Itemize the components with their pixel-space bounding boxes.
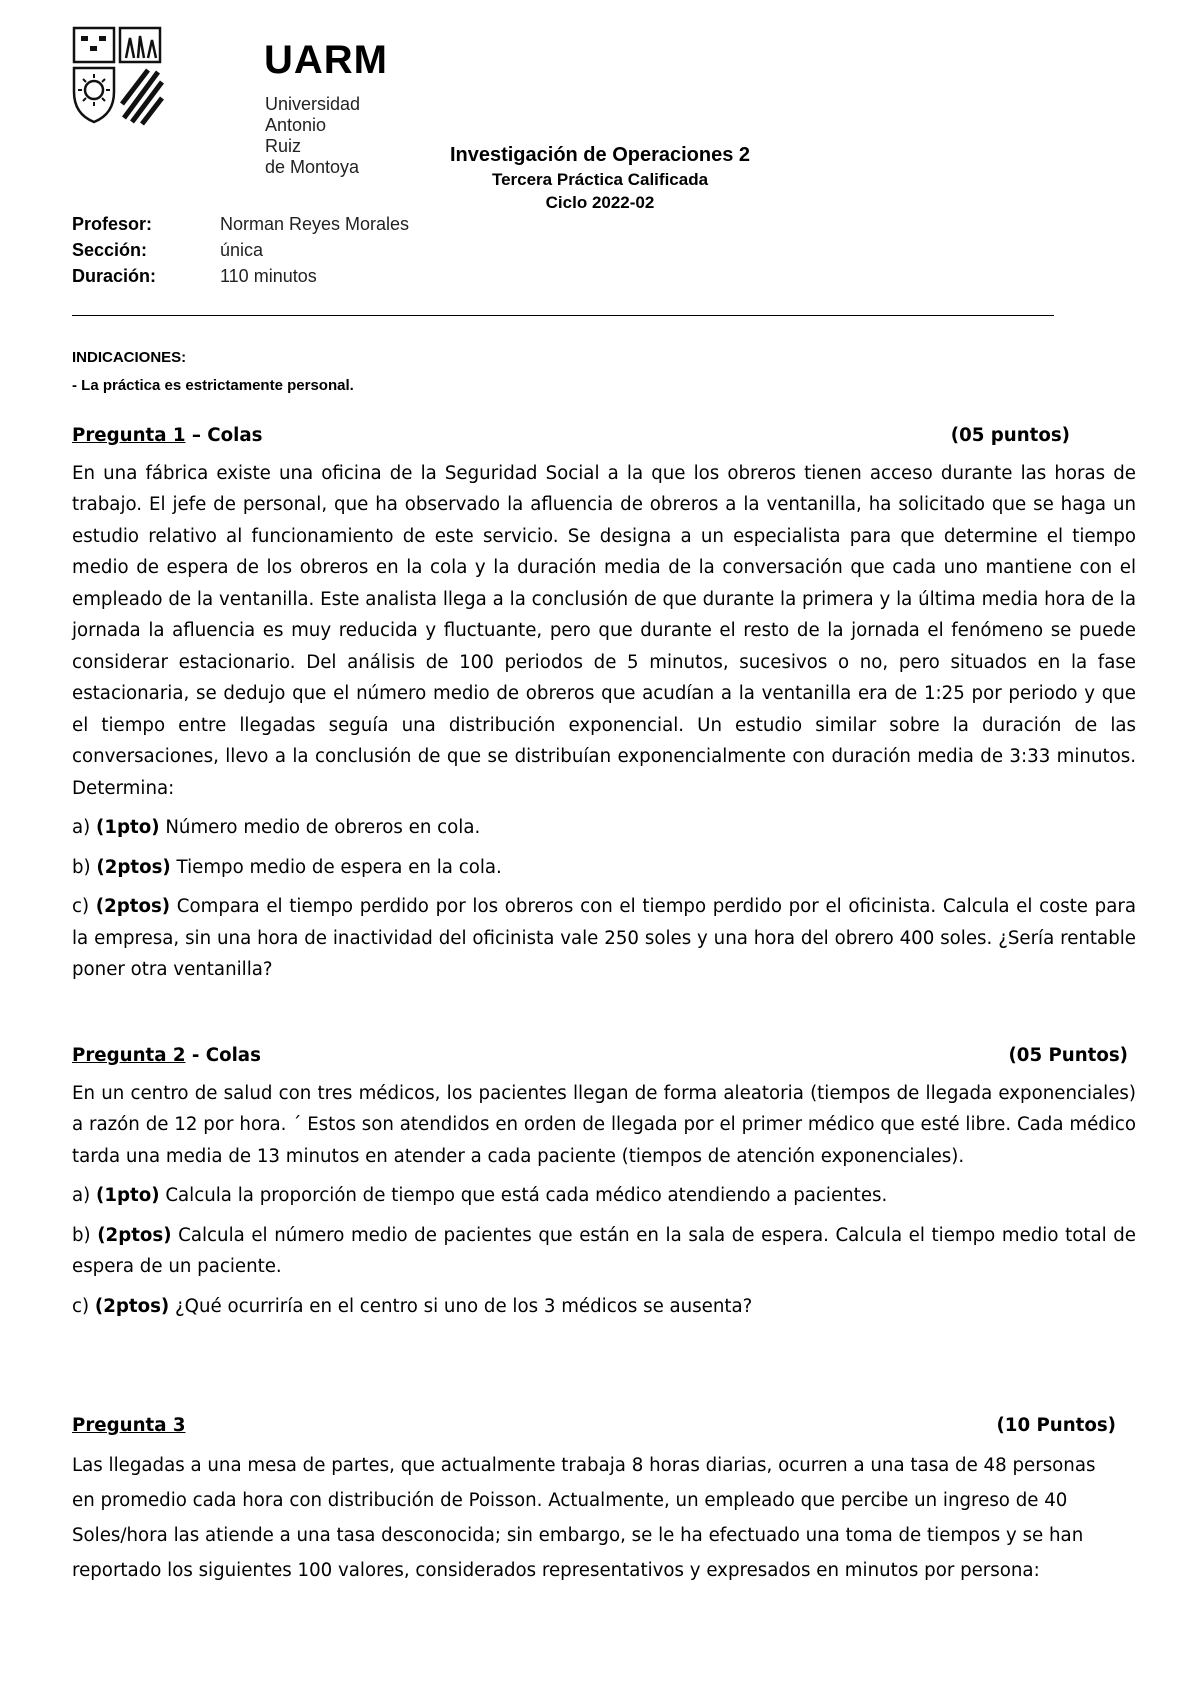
question-title: [72, 420, 262, 452]
item-prefix: c): [72, 896, 96, 917]
logo-line: de Montoya: [265, 157, 360, 177]
question-item-b: [72, 852, 1136, 884]
item-points: (2ptos): [94, 1295, 170, 1317]
question-item-c: [72, 1291, 1136, 1323]
item-points: (1pto): [96, 1185, 160, 1206]
meta-row-duration: [72, 266, 409, 292]
question-number: Pregunta 1: [72, 425, 186, 446]
item-text: Compara el tiempo perdido por los obreros con el tiempo perdido por el oficinista. Calcula el coste para la empresa, sin una hora de inactividad del oficinista vale 250 soles y una hora del obrero 400 soles. ¿Sería rentable poner otra ventanilla?: [72, 896, 1136, 980]
item-prefix: a): [72, 1185, 97, 1206]
question-statement: Las llegadas a una mesa de partes, que actualmente trabaja 8 horas diarias, ocurren a una tasa de 48 personas en promedio cada hora con distribución de Poisson. Actualmente, un empleado que percibe un ingreso de 40 Soles/hora las atiende a una tasa desconocida; sin embargo, se le ha efectuado una toma de tiempos y se han reportado los siguientes 100 valores, considerados representativos y expresados en minutos por persona:: [72, 1454, 1096, 1581]
question-statement: En un centro de salud con tres médicos, los pacientes llegan de forma aleatoria (tiempos de llegada exponenciales) a razón de 12 por hora. ´ Estos son atendidos en orden de llegada por el primer médico que esté libre. Cada médico tarda una media de 13 minutos en atender a cada paciente (tiempos de atención exponenciales).: [72, 1082, 1136, 1167]
item-prefix: b): [72, 856, 97, 878]
logo-wordmark: UARM: [264, 38, 388, 82]
exam-header: [0, 142, 1200, 214]
question-item-a: [72, 1180, 1136, 1212]
question-heading: [72, 1040, 1128, 1072]
question-item-b: [72, 1220, 1136, 1283]
meta-row-professor: [72, 214, 409, 240]
instructions-line: - La práctica es estrictamente personal.: [72, 377, 354, 394]
meta-value: Norman Reyes Morales: [220, 214, 410, 234]
meta-label: Duración:: [72, 266, 157, 286]
coat-of-arms-icon: [72, 22, 242, 134]
course-title: Investigación de Operaciones 2: [449, 144, 751, 166]
question-points: (05 Puntos): [1008, 1045, 1128, 1066]
question-title: [72, 1040, 261, 1072]
question-number: Pregunta 3: [72, 1415, 186, 1436]
meta-row-section: [72, 240, 409, 266]
meta-label: Sección:: [72, 240, 148, 260]
item-text: Calcula la proporción de tiempo que está cada médico atendiendo a pacientes.: [159, 1185, 888, 1206]
question-statement: En una fábrica existe una oficina de la Seguridad Social a la que los obreros tienen acceso durante las horas de trabajo. El jefe de personal, que ha observado la afluencia de obreros a la ventanilla, ha solicitado que se haga un estudio relativo al funcionamiento de este servicio. Se designa a un especialista para que determine el tiempo medio de espera de los obreros en la cola y la duración media de la conversación que cada uno mantiene con el empleado de la ventanilla. Este analista llega a la conclusión de que durante la primera y la última media hora de la jornada la afluencia es muy reducida y fluctuante, pero que durante el resto de la jornada el fenómeno se puede considerar estacionario. Del análisis de 100 periodos de 5 minutos, sucesivos o no, pero situados en la fase estacionaria, se dedujo que el número medio de obreros que acudían a la ventanilla era de 1:25 por periodo y que el tiempo entre llegadas seguía una distribución exponencial. Un estudio similar sobre la duración de las conversaciones, llevo a la conclusión de que se distribuían exponencialmente con duración media de 3:33 minutos. Determina:: [72, 462, 1136, 799]
cycle-label: Ciclo 2022-02: [545, 193, 655, 212]
item-points: (2ptos): [97, 1224, 172, 1246]
instructions-title: INDICACIONES:: [72, 349, 187, 366]
logo-line: Universidad: [265, 94, 361, 114]
item-points: (2ptos): [96, 856, 171, 878]
instructions: [72, 344, 354, 400]
question-1: [72, 420, 1136, 986]
header-divider: [72, 315, 1054, 316]
logo-line: Antonio Ruiz: [265, 115, 327, 156]
question-topic: – Colas: [185, 425, 263, 446]
question-number: Pregunta 2: [72, 1045, 186, 1066]
meta-value: 110 minutos: [220, 266, 317, 286]
question-heading: [72, 1410, 1116, 1442]
question-3: [72, 1410, 1116, 1588]
item-text: Tiempo medio de espera en la cola.: [170, 856, 502, 878]
item-points: (1pto): [96, 817, 160, 838]
item-text: ¿Qué ocurriría en el centro si uno de los 3 médicos se ausenta?: [169, 1295, 753, 1317]
item-text: Calcula el número medio de pacientes que están en la sala de espera. Calcula el tiempo medio total de espera de un paciente.: [72, 1224, 1136, 1277]
question-points: (05 puntos): [950, 425, 1070, 446]
university-logo: [72, 22, 388, 177]
exam-title: Tercera Práctica Calificada: [491, 170, 709, 189]
meta-value: única: [220, 240, 264, 260]
question-item-c: [72, 891, 1136, 986]
question-topic: - Colas: [185, 1045, 261, 1066]
question-item-a: [72, 812, 1136, 844]
exam-meta: [72, 214, 409, 292]
item-text: Número medio de obreros en cola.: [159, 817, 481, 838]
item-prefix: c): [72, 1295, 95, 1317]
item-prefix: b): [72, 1224, 98, 1246]
item-points: (2ptos): [95, 896, 171, 917]
question-points: (10 Puntos): [996, 1415, 1116, 1436]
meta-label: Profesor:: [72, 214, 153, 234]
item-prefix: a): [72, 817, 97, 838]
question-2: [72, 1040, 1136, 1322]
question-heading: [72, 420, 1070, 452]
